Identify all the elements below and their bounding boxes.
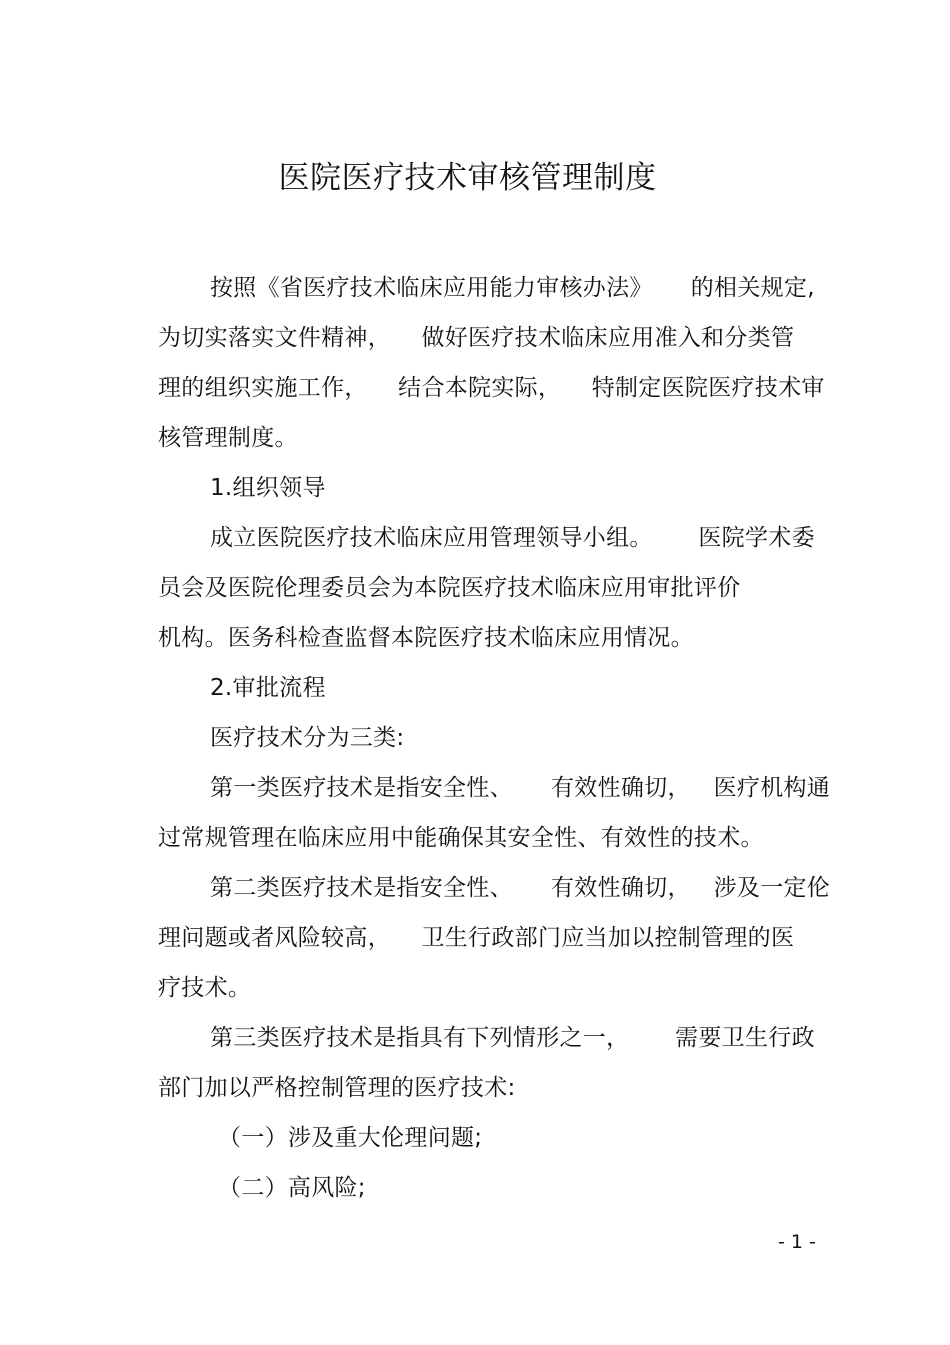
category-intro: 医疗技术分为三类: — [210, 725, 405, 751]
list-item-1: （一）涉及重大伦理问题; — [218, 1125, 483, 1151]
class-2-line-2: 理问题或者风险较高， 卫生行政部门应当加以控制管理的医 — [158, 925, 795, 951]
class-2-line-3: 疗技术。 — [158, 975, 252, 1001]
class-3-line-2: 部门加以严格控制管理的医疗技术: — [158, 1075, 516, 1101]
intro-line-2: 为切实落实文件精神， 做好医疗技术临床应用准入和分类管 — [158, 325, 795, 351]
class-1-line-1: 第一类医疗技术是指安全性、 有效性确切， 医疗机构通 — [210, 775, 831, 801]
section-1-line-3: 机构。医务科检查监督本院医疗技术临床应用情况。 — [158, 625, 694, 651]
class-1-line-2: 过常规管理在临床应用中能确保其安全性、有效性的技术。 — [158, 825, 764, 851]
section-2-heading: 2.审批流程 — [210, 675, 326, 701]
class-2-line-1: 第二类医疗技术是指安全性、 有效性确切， 涉及一定伦 — [210, 875, 831, 901]
page-title: 医院医疗技术审核管理制度 — [278, 160, 657, 196]
section-1-line-1: 成立医院医疗技术临床应用管理领导小组。 医院学术委 — [210, 525, 815, 551]
intro-line-3: 理的组织实施工作， 结合本院实际， 特制定医院医疗技术审 — [158, 375, 825, 401]
section-1-heading: 1.组织领导 — [210, 475, 326, 501]
class-3-line-1: 第三类医疗技术是指具有下列情形之一， 需要卫生行政 — [210, 1025, 815, 1051]
intro-line-1: 按照《省医疗技术临床应用能力审核办法》 的相关规定, — [210, 275, 815, 301]
section-1-line-2: 员会及医院伦理委员会为本院医疗技术临床应用审批评价 — [158, 575, 741, 601]
list-item-2: （二）高风险; — [218, 1175, 366, 1201]
intro-line-4: 核管理制度。 — [158, 425, 298, 451]
page-number: - 1 - — [778, 1231, 816, 1253]
